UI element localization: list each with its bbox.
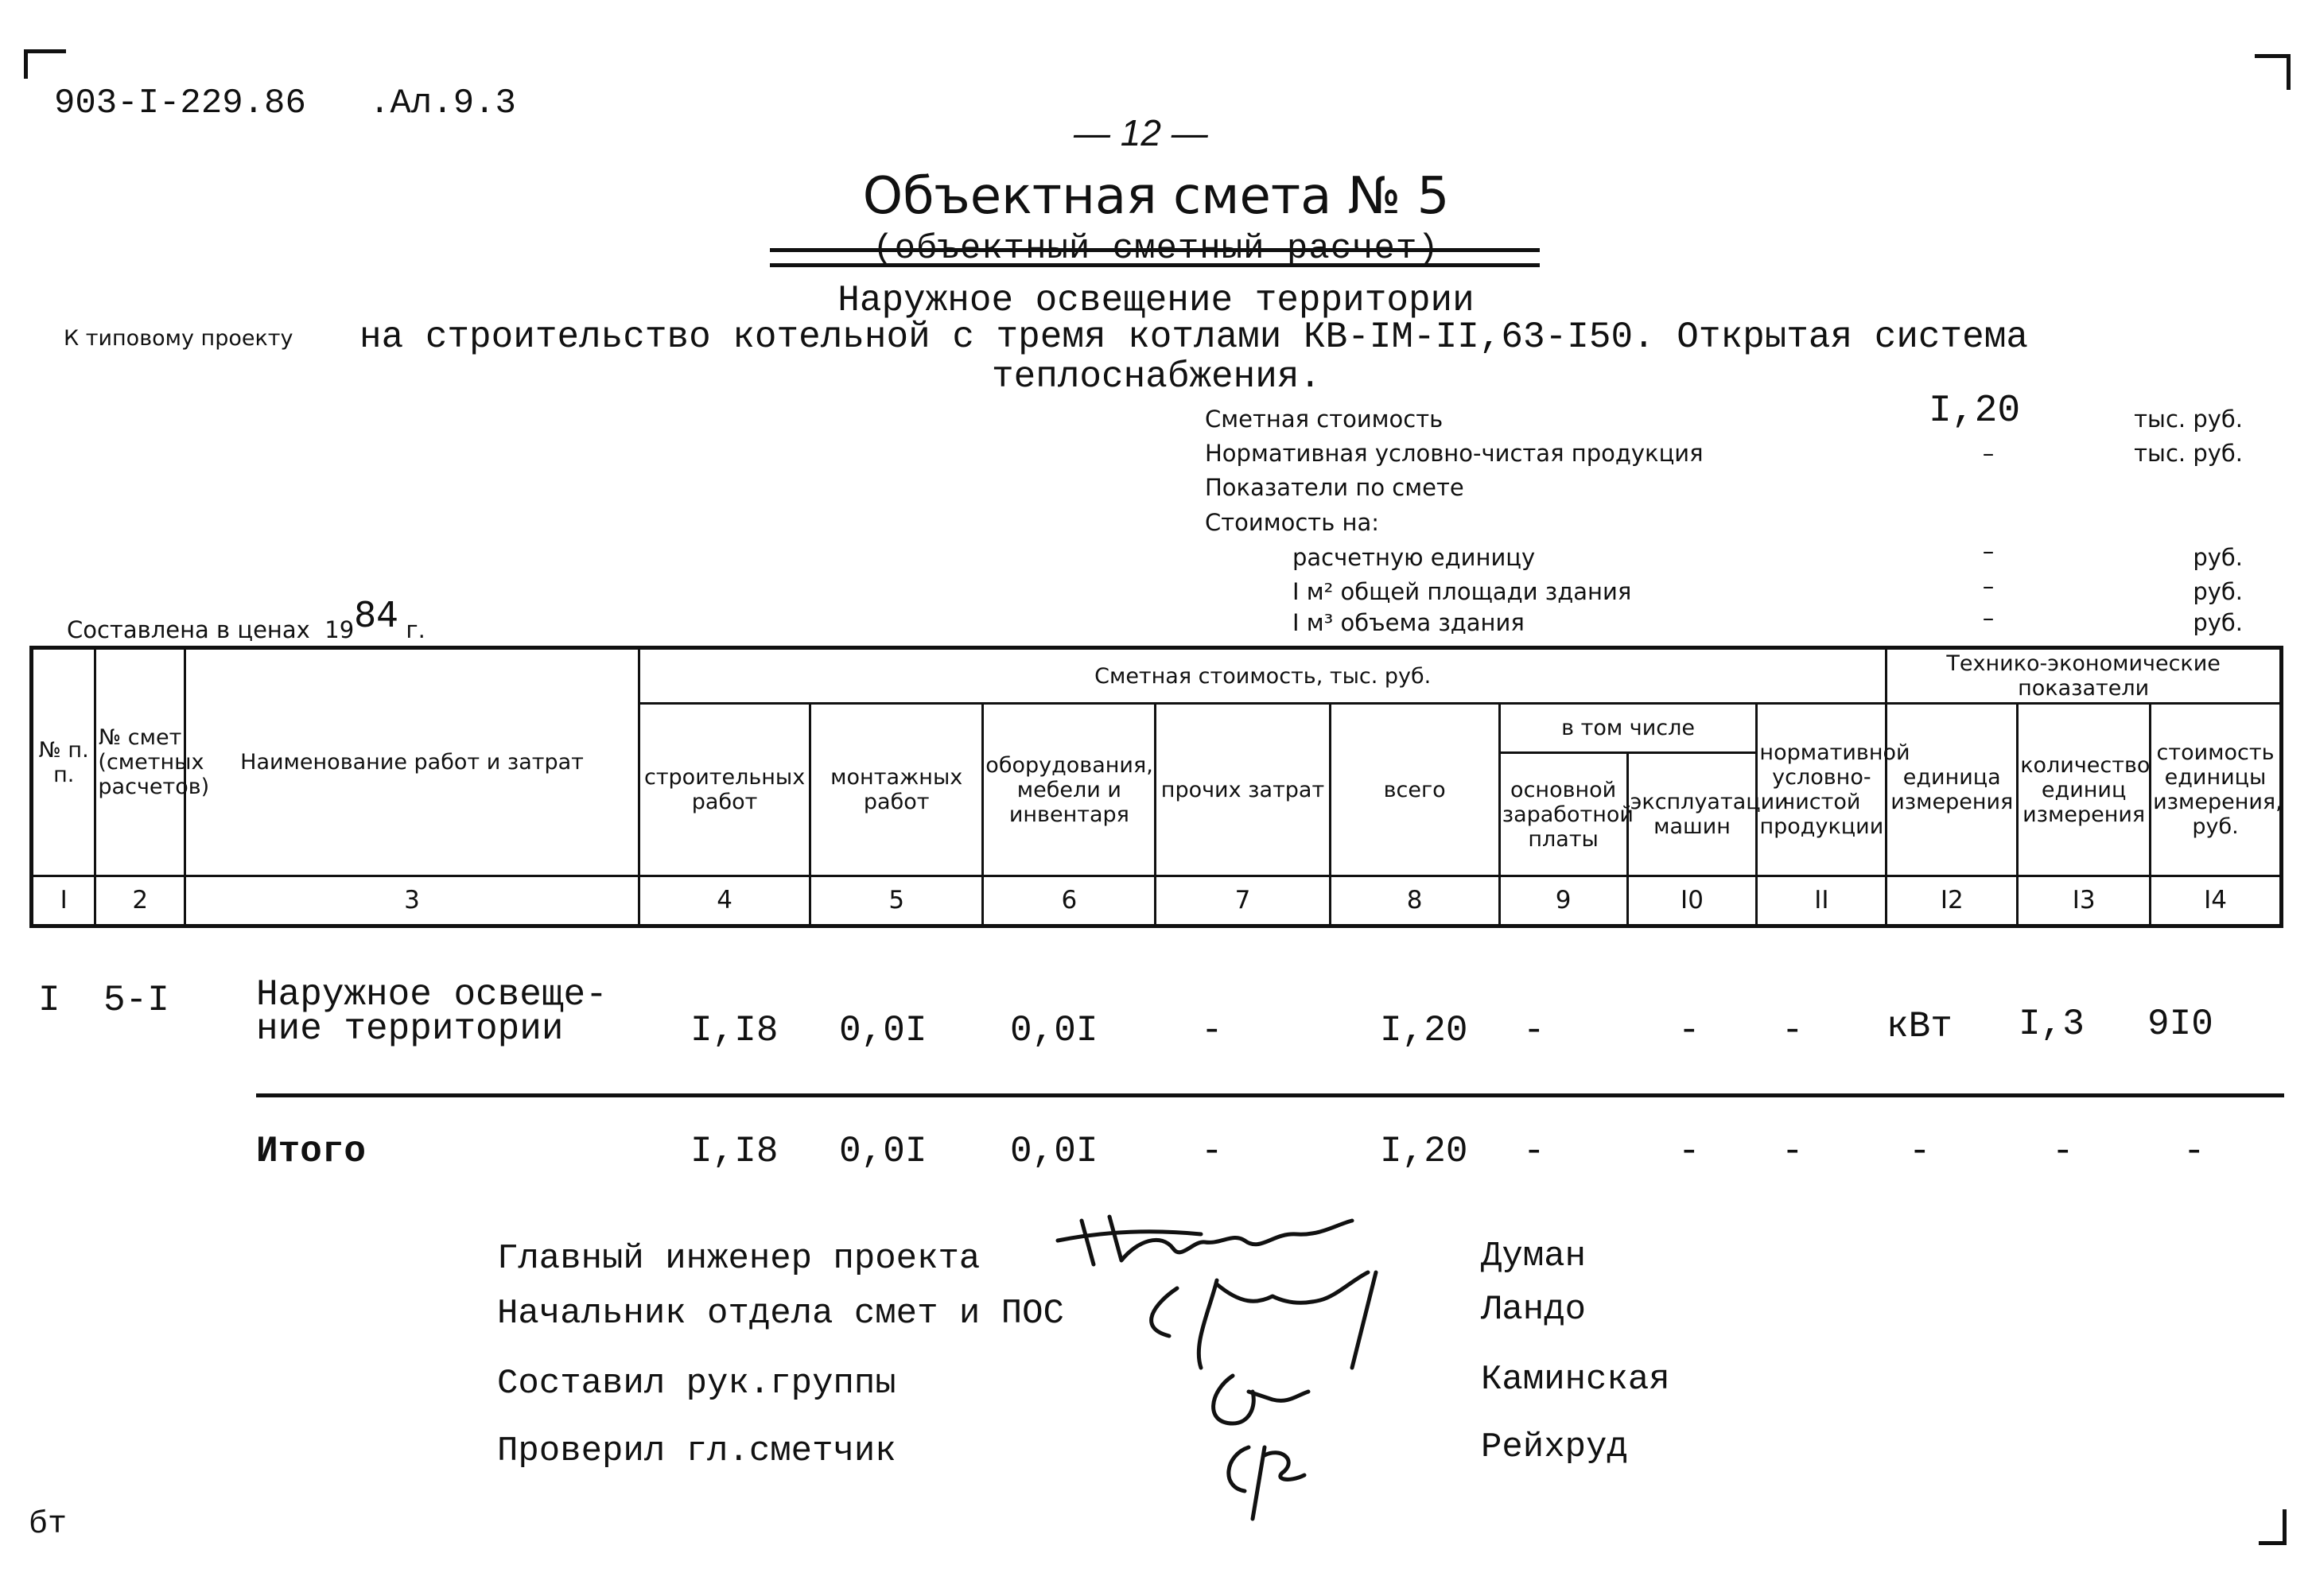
header-name: Наименование работ и затрат bbox=[185, 648, 639, 876]
row-num: I bbox=[38, 980, 60, 1021]
col-number: I4 bbox=[2151, 876, 2282, 926]
corner-mark-top-left bbox=[24, 49, 66, 79]
row-wages: - bbox=[1523, 1010, 1545, 1051]
header-other: прочих затрат bbox=[1156, 704, 1330, 876]
prices-year: Составлена в ценах 1984 г. bbox=[67, 595, 425, 643]
header-construction: строительных работ bbox=[639, 704, 810, 876]
per-unit-label: расчетную единицу bbox=[1292, 544, 1536, 571]
header-normative: нормативной условно-чистой продукции bbox=[1757, 704, 1887, 876]
totals-unit-cost: - bbox=[2183, 1131, 2205, 1172]
signature-name: Думан bbox=[1481, 1237, 1587, 1276]
header-cost-group: Сметная стоимость, тыс. руб. bbox=[639, 648, 1887, 704]
estimated-cost-label: Сметная стоимость bbox=[1205, 406, 1444, 433]
col-number: I0 bbox=[1627, 876, 1757, 926]
totals-normative: - bbox=[1782, 1131, 1804, 1172]
col-number: 7 bbox=[1156, 876, 1330, 926]
estimated-cost-value: I,20 bbox=[1929, 390, 2021, 433]
col-number: 9 bbox=[1499, 876, 1627, 926]
project-line-1: на строительство котельной с тремя котлами КВ-IМ-II,63-I50. Открытая система bbox=[359, 316, 2028, 358]
col-number: I3 bbox=[2018, 876, 2151, 926]
col-number: 8 bbox=[1330, 876, 1499, 926]
header-quantity: количество единиц измерения bbox=[2018, 704, 2151, 876]
signature-scribble-3 bbox=[1214, 1376, 1308, 1423]
signature-name: Каминская bbox=[1481, 1360, 1670, 1400]
row-construction: I,I8 bbox=[690, 1010, 779, 1051]
signature-role: Начальник отдела смет и ПОС bbox=[497, 1294, 1064, 1334]
header-unit: единица измерения bbox=[1887, 704, 2018, 876]
handwritten-signatures bbox=[1034, 1185, 1479, 1527]
header-machines: эксплуатации машин bbox=[1627, 753, 1757, 876]
strikethrough-mark bbox=[770, 248, 1540, 267]
col-number: 5 bbox=[810, 876, 983, 926]
signature-role: Проверил гл.сметчик bbox=[497, 1431, 896, 1471]
signature-name: Ландо bbox=[1481, 1290, 1587, 1330]
row-name-line2: ние территории bbox=[256, 1008, 564, 1050]
header-equipment: оборудования, мебели и инвентаря bbox=[983, 704, 1156, 876]
totals-wages: - bbox=[1523, 1131, 1545, 1172]
totals-total: I,20 bbox=[1380, 1131, 1468, 1172]
row-unit: кВт bbox=[1887, 1006, 1953, 1047]
normative-label: Нормативная условно-чистая продукция bbox=[1205, 440, 1704, 467]
totals-label: Итого bbox=[256, 1131, 367, 1172]
per-volume-unit: руб. bbox=[2193, 609, 2243, 636]
cost-per-label: Стоимость на: bbox=[1205, 509, 1380, 536]
project-line-2: теплоснабжения. bbox=[992, 356, 1322, 398]
totals-construction: I,I8 bbox=[690, 1131, 779, 1172]
totals-unit: - bbox=[1909, 1131, 1931, 1172]
col-number: 4 bbox=[639, 876, 810, 926]
row-quantity: I,3 bbox=[2019, 1004, 2085, 1045]
header-num: № п. п. bbox=[32, 648, 95, 876]
row-unit-cost: 9I0 bbox=[2147, 1004, 2213, 1045]
row-estimate: 5-I bbox=[103, 980, 169, 1021]
row-machines: - bbox=[1678, 1010, 1700, 1051]
totals-equipment: 0,0I bbox=[1010, 1131, 1098, 1172]
signature-name: Рейхруд bbox=[1481, 1427, 1628, 1467]
header-including: в том числе bbox=[1499, 704, 1757, 753]
header-total: всего bbox=[1330, 704, 1499, 876]
row-installation: 0,0I bbox=[839, 1010, 927, 1051]
row-name-line1: Наружное освеще- bbox=[256, 974, 608, 1015]
col-number: 2 bbox=[95, 876, 185, 926]
row-equipment: 0,0I bbox=[1010, 1010, 1098, 1051]
footer-mark: бт bbox=[29, 1507, 68, 1543]
signature-role: Главный инженер проекта bbox=[497, 1239, 981, 1279]
normative-unit: тыс. руб. bbox=[2134, 440, 2243, 467]
corner-mark-top-right bbox=[2255, 54, 2291, 90]
col-number: II bbox=[1757, 876, 1887, 926]
corner-mark-bottom-right bbox=[2259, 1509, 2287, 1545]
col-number: 6 bbox=[983, 876, 1156, 926]
totals-installation: 0,0I bbox=[839, 1131, 927, 1172]
estimated-cost-unit: тыс. руб. bbox=[2134, 406, 2243, 433]
header-wages: основной заработной платы bbox=[1499, 753, 1627, 876]
object-name: Наружное освещение территории bbox=[837, 280, 1475, 321]
page-title: Объектная смета № 5 bbox=[862, 167, 1450, 226]
document-number: 903-I-229.86 .Ал.9.3 bbox=[54, 83, 516, 123]
per-area-value: – bbox=[1982, 573, 1995, 600]
col-number: 3 bbox=[185, 876, 639, 926]
divider bbox=[256, 1093, 2284, 1097]
to-project-label: К типовому проекту bbox=[64, 326, 293, 351]
per-area-unit: руб. bbox=[2193, 578, 2243, 605]
header-unit-cost: стоимость единицы измерения, руб. bbox=[2151, 704, 2282, 876]
col-number: I2 bbox=[1887, 876, 2018, 926]
row-other: - bbox=[1201, 1010, 1223, 1051]
signature-scribble-4 bbox=[1229, 1447, 1304, 1519]
totals-other: - bbox=[1201, 1131, 1223, 1172]
per-unit-unit: руб. bbox=[2193, 544, 2243, 571]
row-total: I,20 bbox=[1380, 1010, 1468, 1051]
per-volume-label: I м³ объема здания bbox=[1292, 609, 1525, 636]
per-volume-value: – bbox=[1982, 604, 1995, 631]
header-installation: монтажных работ bbox=[810, 704, 983, 876]
estimate-table-header bbox=[29, 646, 2283, 928]
header-tech-group: Технико-экономические показатели bbox=[1887, 648, 2282, 704]
indicators-label: Показатели по смете bbox=[1205, 474, 1464, 501]
col-number: I bbox=[32, 876, 95, 926]
row-normative: - bbox=[1782, 1010, 1804, 1051]
signature-scribble-2 bbox=[1152, 1272, 1376, 1368]
page-number: — 12 — bbox=[1074, 112, 1208, 153]
subtitle-struck: (объектный сметный расчет) bbox=[872, 229, 1440, 269]
signature-role: Составил рук.группы bbox=[497, 1364, 896, 1404]
per-unit-value: – bbox=[1982, 538, 1995, 565]
totals-machines: - bbox=[1678, 1131, 1700, 1172]
signature-scribble-1 bbox=[1058, 1217, 1352, 1264]
header-estimate-no: № смет (сметных расчетов) bbox=[95, 648, 185, 876]
per-area-label: I м² общей площади здания bbox=[1292, 578, 1632, 605]
totals-quantity: - bbox=[2052, 1131, 2074, 1172]
normative-value: – bbox=[1982, 440, 1995, 467]
